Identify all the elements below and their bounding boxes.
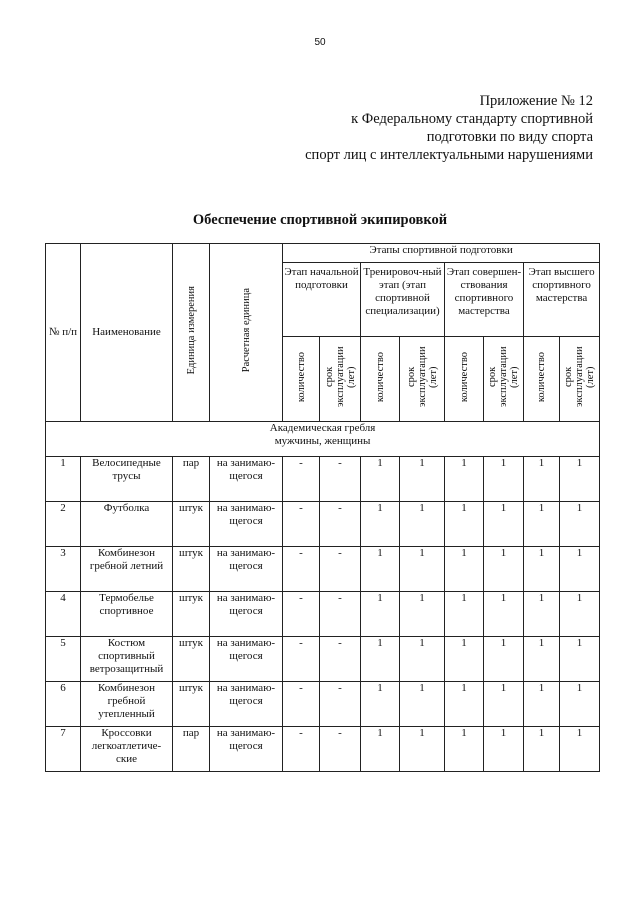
row-value: - — [320, 502, 361, 547]
subheader-qty-text: количество — [458, 351, 470, 403]
section-gender: мужчины, женщины — [274, 435, 371, 447]
row-unit: штук — [173, 502, 210, 547]
row-value: - — [283, 547, 320, 592]
row-unit: штук — [173, 637, 210, 682]
row-value: - — [320, 547, 361, 592]
row-value: 1 — [484, 547, 524, 592]
page-number: 50 — [314, 37, 326, 48]
row-value: 1 — [484, 592, 524, 637]
row-value: 1 — [524, 502, 560, 547]
row-value: 1 — [484, 502, 524, 547]
row-value: 1 — [361, 727, 400, 772]
row-value: 1 — [361, 547, 400, 592]
row-value: 1 — [560, 457, 600, 502]
header-name: Наименование — [81, 244, 173, 422]
row-value: 1 — [484, 682, 524, 727]
row-value: - — [320, 727, 361, 772]
header-stage-4: Этап высшего спортивного мастерства — [524, 263, 600, 337]
row-num: 4 — [46, 592, 81, 637]
row-calc: на занимаю-щегося — [210, 547, 283, 592]
row-num: 2 — [46, 502, 81, 547]
table-row — [46, 502, 600, 547]
subheader-qty-text: количество — [295, 351, 307, 403]
row-value: 1 — [524, 727, 560, 772]
row-value: 1 — [524, 457, 560, 502]
row-value: 1 — [445, 502, 484, 547]
row-value: - — [283, 637, 320, 682]
table-row — [46, 592, 600, 637]
row-name: Футболка — [81, 502, 173, 547]
equipment-table — [45, 243, 600, 772]
header-unit — [173, 244, 210, 422]
subheader-qty-3 — [445, 337, 484, 422]
row-value: - — [283, 682, 320, 727]
header-stage-1: Этап начальной подготовки — [283, 263, 361, 337]
header-stages: Этапы спортивной подготовки — [283, 244, 600, 263]
row-value: - — [283, 727, 320, 772]
row-name: Костюм спортивный ветрозащитный — [81, 637, 173, 682]
row-value: 1 — [484, 637, 524, 682]
header-stage-2: Тренировоч-ный этап (этап спортивной специализации) — [361, 263, 445, 337]
table-body — [46, 457, 600, 772]
row-value: 1 — [445, 592, 484, 637]
row-name: Комбинезон гребной утепленный — [81, 682, 173, 727]
row-num: 3 — [46, 547, 81, 592]
subheader-term-text: срок эксплуатации (лет) — [487, 346, 520, 408]
row-value: 1 — [400, 547, 445, 592]
row-value: 1 — [560, 682, 600, 727]
row-name: Кроссовки легкоатлетиче-ские — [81, 727, 173, 772]
subheader-qty-2 — [361, 337, 400, 422]
row-value: 1 — [524, 592, 560, 637]
row-value: 1 — [445, 547, 484, 592]
row-value: 1 — [445, 727, 484, 772]
subheader-qty-1 — [283, 337, 320, 422]
header-calc-text: Расчетная единица — [240, 288, 252, 373]
row-value: 1 — [361, 502, 400, 547]
row-value: - — [320, 637, 361, 682]
subheader-qty-4 — [524, 337, 560, 422]
row-calc: на занимаю-щегося — [210, 457, 283, 502]
row-value: 1 — [361, 592, 400, 637]
row-name: Термобелье спортивное — [81, 592, 173, 637]
row-value: 1 — [400, 457, 445, 502]
row-num: 6 — [46, 682, 81, 727]
row-unit: штук — [173, 547, 210, 592]
appendix-block — [173, 92, 593, 164]
row-value: - — [320, 457, 361, 502]
appendix-line-2: к Федеральному стандарту спортивной — [351, 111, 593, 127]
table-row — [46, 637, 600, 682]
row-value: 1 — [524, 547, 560, 592]
subheader-term-4 — [560, 337, 600, 422]
row-calc: на занимаю-щегося — [210, 727, 283, 772]
row-unit: штук — [173, 682, 210, 727]
subheader-term-3 — [484, 337, 524, 422]
subheader-qty-text: количество — [374, 351, 386, 403]
row-value: - — [320, 682, 361, 727]
header-num: № п/п — [46, 244, 81, 422]
row-value: 1 — [484, 727, 524, 772]
header-calc — [210, 244, 283, 422]
row-calc: на занимаю-щегося — [210, 637, 283, 682]
row-value: 1 — [560, 727, 600, 772]
appendix-line-1: Приложение № 12 — [479, 93, 593, 109]
row-calc: на занимаю-щегося — [210, 502, 283, 547]
table-row — [46, 682, 600, 727]
subheader-term-text: срок эксплуатации (лет) — [405, 346, 439, 408]
row-value: 1 — [361, 457, 400, 502]
row-value: 1 — [400, 502, 445, 547]
row-value: - — [283, 592, 320, 637]
appendix-line-4: спорт лиц с интеллектуальными нарушениями — [305, 147, 593, 163]
row-value: 1 — [361, 637, 400, 682]
row-value: 1 — [524, 682, 560, 727]
subheader-term-2 — [400, 337, 445, 422]
row-value: 1 — [560, 502, 600, 547]
subheader-term-text: срок эксплуатации (лет) — [563, 346, 597, 408]
row-value: - — [283, 502, 320, 547]
row-value: 1 — [560, 592, 600, 637]
table-row — [46, 457, 600, 502]
table-row — [46, 547, 600, 592]
row-value: 1 — [361, 682, 400, 727]
row-unit: пар — [173, 457, 210, 502]
row-value: 1 — [484, 457, 524, 502]
row-value: 1 — [400, 592, 445, 637]
row-unit: пар — [173, 727, 210, 772]
row-name: Велосипедные трусы — [81, 457, 173, 502]
row-value: 1 — [445, 637, 484, 682]
header-unit-text: Единица измерения — [185, 286, 197, 375]
row-value: - — [320, 592, 361, 637]
row-unit: штук — [173, 592, 210, 637]
row-num: 1 — [46, 457, 81, 502]
row-value: 1 — [400, 682, 445, 727]
table-row — [46, 727, 600, 772]
row-value: 1 — [560, 637, 600, 682]
row-value: 1 — [560, 547, 600, 592]
row-num: 5 — [46, 637, 81, 682]
subheader-qty-text: количество — [536, 351, 547, 403]
row-value: 1 — [400, 637, 445, 682]
row-calc: на занимаю-щегося — [210, 682, 283, 727]
document-title: Обеспечение спортивной экипировкой — [192, 212, 448, 228]
row-value: 1 — [445, 682, 484, 727]
row-calc: на занимаю-щегося — [210, 592, 283, 637]
row-value: - — [283, 457, 320, 502]
appendix-line-3: подготовки по виду спорта — [426, 129, 593, 145]
row-value: 1 — [524, 637, 560, 682]
row-num: 7 — [46, 727, 81, 772]
row-value: 1 — [400, 727, 445, 772]
subheader-term-text: срок эксплуатации (лет) — [323, 346, 357, 408]
row-name: Комбинезон гребной летний — [81, 547, 173, 592]
header-stage-3: Этап совершен-ствования спортивного мастерства — [445, 263, 524, 337]
section-sport: Академическая гребля — [269, 422, 376, 434]
section-header — [46, 422, 600, 457]
subheader-term-1 — [320, 337, 361, 422]
row-value: 1 — [445, 457, 484, 502]
